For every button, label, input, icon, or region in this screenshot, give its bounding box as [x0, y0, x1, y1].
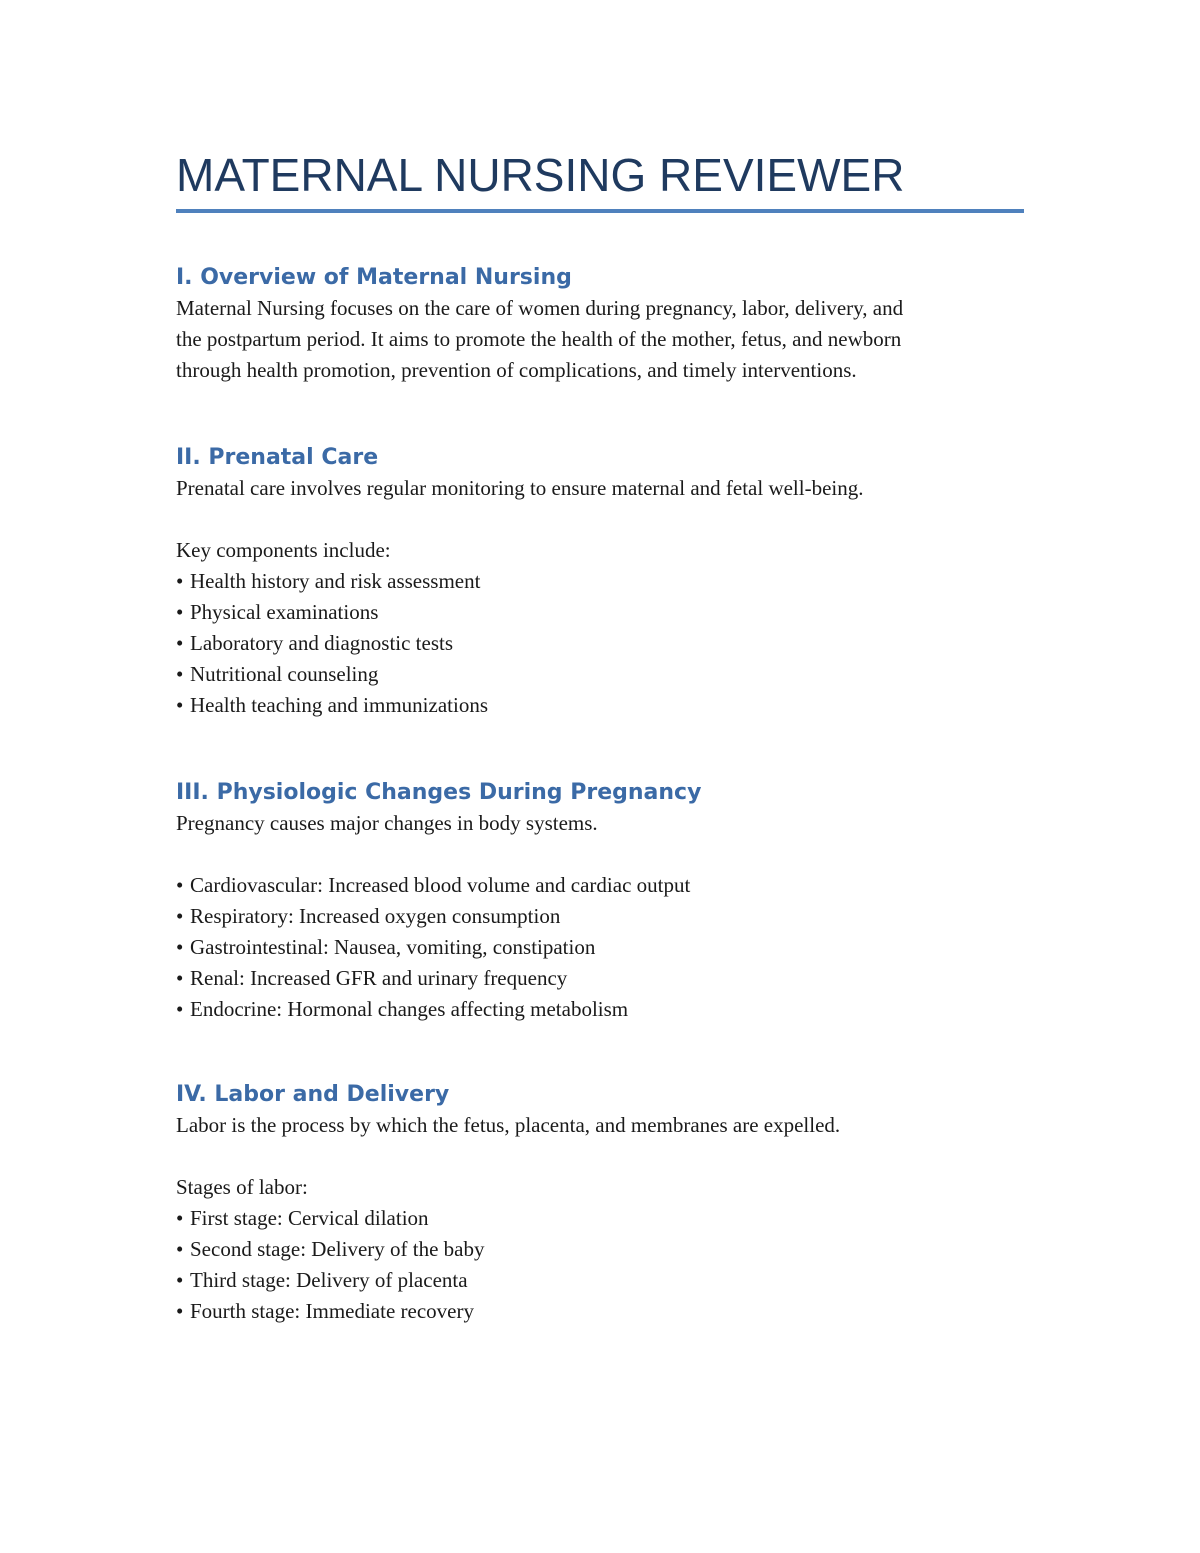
bullet-icon: •	[176, 600, 184, 624]
list-item: • Endocrine: Hormonal changes affecting metabolism	[176, 994, 1024, 1025]
list-item: • First stage: Cervical dilation	[176, 1203, 1024, 1234]
page-title: MATERNAL NURSING REVIEWER	[176, 149, 905, 201]
section-intro: Pregnancy causes major changes in body systems.	[176, 811, 598, 835]
bullet-list	[176, 870, 1024, 1025]
list-item: • Laboratory and diagnostic tests	[176, 628, 1024, 659]
bullet-icon: •	[176, 662, 184, 686]
list-item: • Respiratory: Increased oxygen consumption	[176, 901, 1024, 932]
section-intro: Labor is the process by which the fetus, placenta, and membranes are expelled.	[176, 1113, 841, 1137]
section-heading: IV. Labor and Delivery	[176, 1082, 450, 1107]
paragraph-line: through health promotion, prevention of complications, and timely interventions.	[176, 358, 857, 382]
bullet-list	[176, 1203, 1024, 1327]
list-item: • Nutritional counseling	[176, 659, 1024, 690]
bullet-icon: •	[176, 904, 184, 928]
list-item: • Fourth stage: Immediate recovery	[176, 1296, 1024, 1327]
paragraph-line: Maternal Nursing focuses on the care of women during pregnancy, labor, delivery, and	[176, 296, 904, 320]
section-intro: Prenatal care involves regular monitoring to ensure maternal and fetal well-being.	[176, 476, 864, 500]
bullet-icon: •	[176, 1206, 184, 1230]
bullet-icon: •	[176, 693, 184, 717]
bullet-list	[176, 566, 1024, 721]
list-item: • Health teaching and immunizations	[176, 690, 1024, 721]
section-heading: III. Physiologic Changes During Pregnancy	[176, 780, 702, 805]
bullet-icon: •	[176, 1237, 184, 1261]
bullet-icon: •	[176, 1299, 184, 1323]
list-item: • Second stage: Delivery of the baby	[176, 1234, 1024, 1265]
bullet-icon: •	[176, 631, 184, 655]
bullet-icon: •	[176, 935, 184, 959]
section-heading: II. Prenatal Care	[176, 445, 379, 470]
section-prenatal-care	[176, 442, 1024, 721]
bullet-icon: •	[176, 997, 184, 1021]
list-item: • Health history and risk assessment	[176, 566, 1024, 597]
list-item: • Renal: Increased GFR and urinary frequency	[176, 963, 1024, 994]
bullet-icon: •	[176, 569, 184, 593]
title-underline	[176, 209, 1024, 213]
section-heading: I. Overview of Maternal Nursing	[176, 265, 572, 290]
list-item: • Gastrointestinal: Nausea, vomiting, constipation	[176, 932, 1024, 963]
section-physiologic-changes	[176, 777, 1024, 1025]
bullet-icon: •	[176, 873, 184, 897]
bullet-icon: •	[176, 966, 184, 990]
paragraph-line: the postpartum period. It aims to promote the health of the mother, fetus, and newborn	[176, 327, 902, 351]
list-item: • Cardiovascular: Increased blood volume and cardiac output	[176, 870, 1024, 901]
list-intro: Key components include:	[176, 538, 391, 562]
list-item: • Physical examinations	[176, 597, 1024, 628]
list-intro: Stages of labor:	[176, 1175, 308, 1199]
list-item: • Third stage: Delivery of placenta	[176, 1265, 1024, 1296]
section-labor-delivery	[176, 1079, 1024, 1327]
bullet-icon: •	[176, 1268, 184, 1292]
section-overview	[176, 262, 1024, 386]
